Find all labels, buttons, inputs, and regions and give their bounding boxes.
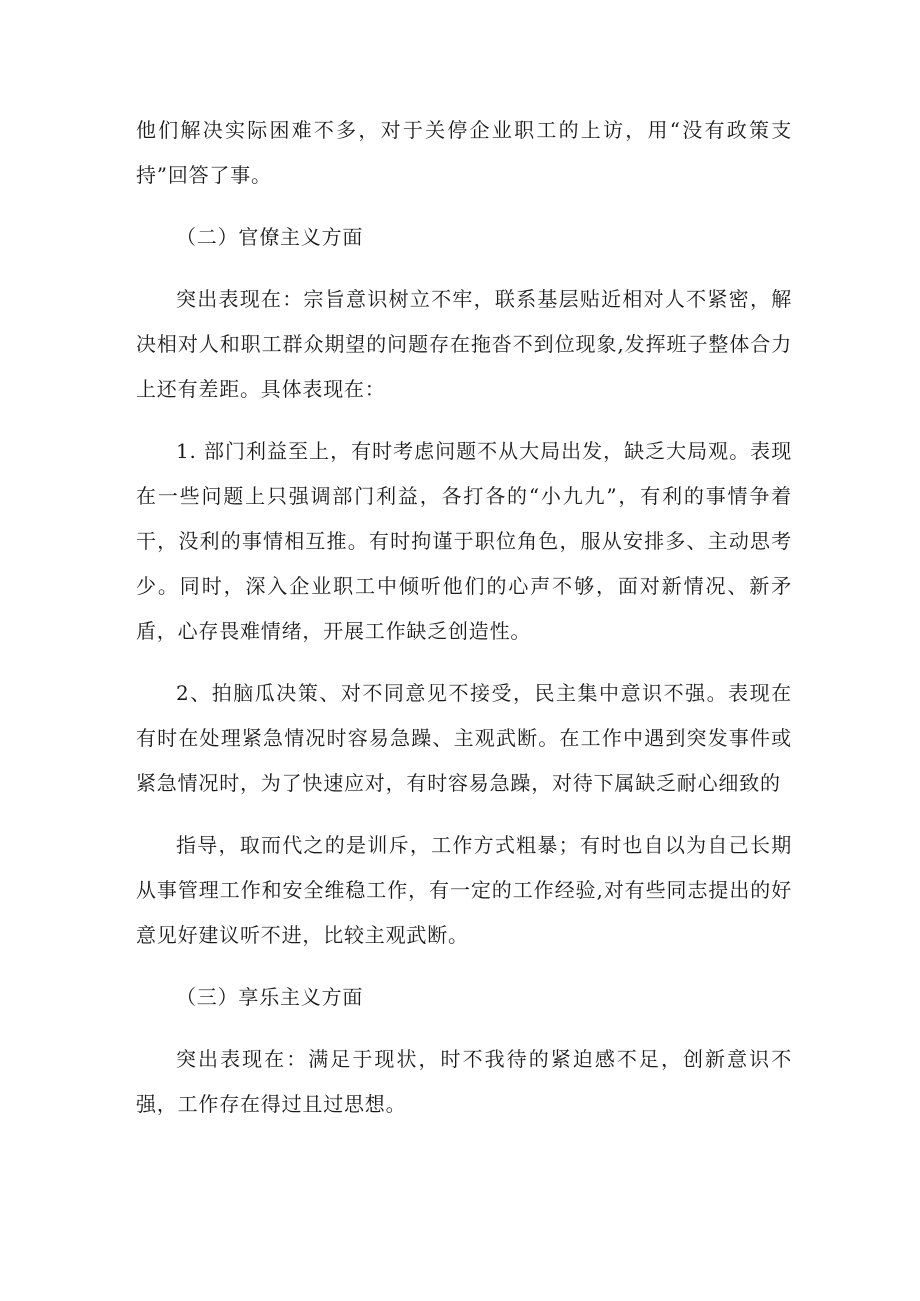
paragraph-continuation: 他们解决实际困难不多，对于关停企业职工的上访，用“没有政策支持”回答了事。 xyxy=(136,118,792,187)
paragraph-item-2: 2、拍脑瓜决策、对不同意见不接受，民主集中意识不强。表现在有时在处理紧急情况时容易急躁、主观武断。在工作中遇到突发事件或紧急情况时，为了快速应对，有时容易急躁，对待下属缺乏耐心细致的 xyxy=(136,681,792,795)
paragraph-bureaucratism-summary: 突出表现在：宗旨意识树立不牢，联系基层贴近相对人不紧密，解决相对人和职工群众期望的问题存在拖沓不到位现象,发挥班子整体合力上还有差距。具体表现在： xyxy=(136,287,792,401)
paragraph-hedonism-summary: 突出表现在：满足于现状，时不我待的紧迫感不足，创新意识不强，工作存在得过且过思想。 xyxy=(136,1047,792,1116)
paragraph-item-1: 1. 部门利益至上，有时考虑问题不从大局出发，缺乏大局观。表现在一些问题上只强调部门利益，各打各的“小九九”，有利的事情争着干，没利的事情相互推。有时拘谨于职位角色，服从安排多、主动思考少。同时，深入企业职工中倾听他们的心声不够，面对新情况、新矛盾，心存畏难情绪，开展工作缺乏创造性。 xyxy=(136,439,792,643)
paragraph-item-2-continued: 指导，取而代之的是训斥，工作方式粗暴；有时也自以为自己长期从事管理工作和安全维稳工作，有一定的工作经验,对有些同志提出的好意见好建议听不进，比较主观武断。 xyxy=(136,833,792,947)
section-heading-bureaucratism: （二）官僚主义方面 xyxy=(176,225,364,249)
document-body xyxy=(136,108,792,1144)
section-heading-hedonism: （三）享乐主义方面 xyxy=(176,985,364,1009)
